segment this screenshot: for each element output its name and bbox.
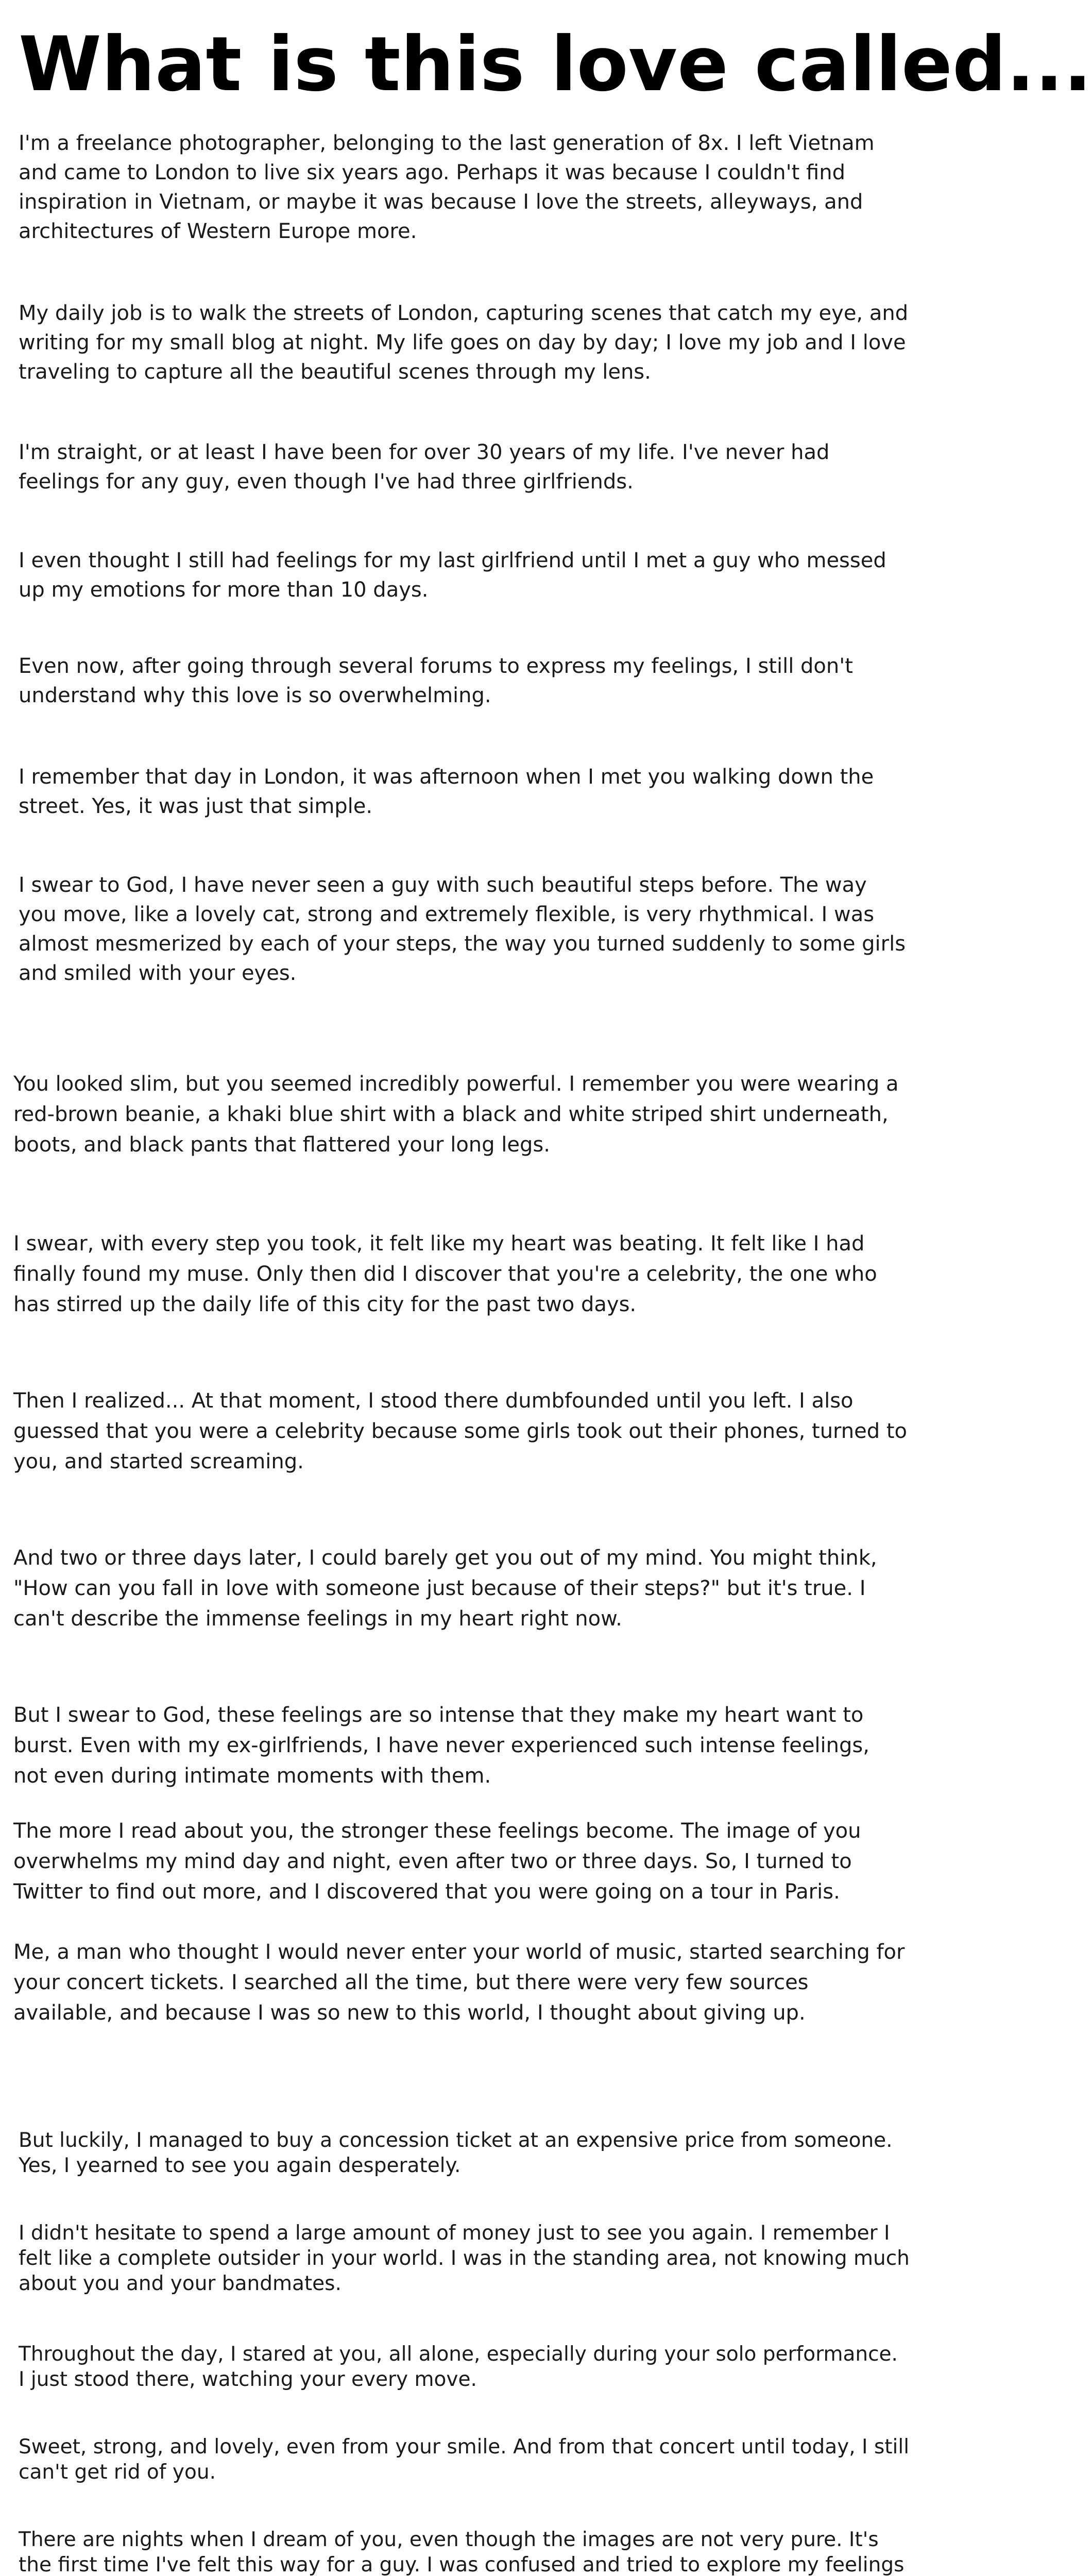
paragraph: I even thought I still had feelings for my last girlfriend until I met a guy who messed up my emotions for more than 10 days. (19, 549, 886, 602)
paragraph: And two or three days later, I could barely get you out of my mind. You might think, "How can you fall in love with someone just because of their steps?" but it's true. I can't describe the immense feelings in my heart right now. (13, 1546, 877, 1631)
paragraph: There are nights when I dream of you, even though the images are not very pure. It's the first time I've felt this way for a guy. I was confused and tried to explore my feelings (19, 2528, 905, 2576)
paragraph: You looked slim, but you seemed incredibly powerful. I remember you were wearing a red-brown beanie, a khaki blue shirt with a black and white striped shirt underneath, boots, and black pants that flattered your long legs. (13, 1072, 899, 1157)
paragraph: Sweet, strong, and lovely, even from your smile. And from that concert until today, I still can't get rid of you. (19, 2435, 910, 2484)
paragraph: Throughout the day, I stared at you, all alone, especially during your solo performance. I just stood there, watching your every move. (19, 2343, 898, 2391)
paragraph: Even now, after going through several forums to express my feelings, I still don't understand why this love is so overwhelming. (19, 654, 853, 707)
paragraph: I remember that day in London, it was afternoon when I met you walking down the street. Yes, it was just that simple. (19, 765, 874, 818)
paragraph: My daily job is to walk the streets of London, capturing scenes that catch my eye, and writing for my small blog at night. My life goes on day by day; I love my job and I love traveling to capture all the beautiful scenes through my lens. (19, 301, 909, 384)
paragraph: But I swear to God, these feelings are so intense that they make my heart want to burst. Even with my ex-girlfriends, I have never experienced such intense feelings, not even during intimate moments with them. (13, 1703, 869, 1788)
paragraph: I swear to God, I have never seen a guy with such beautiful steps before. The way you move, like a lovely cat, strong and extremely flexible, is very rhythmical. I was almost mesmerized by each of your steps, the way you turned suddenly to some girls and smiled with your eyes. (19, 873, 906, 985)
paragraph: I didn't hesitate to spend a large amount of money just to see you again. I remember I felt like a complete outsider in your world. I was in the standing area, not knowing much about you and your bandmates. (19, 2222, 910, 2295)
paragraph: I'm straight, or at least I have been for over 30 years of my life. I've never had feelings for any guy, even though I've had three girlfriends. (19, 440, 830, 494)
article-title: What is this love called... (19, 21, 1092, 108)
paragraph: Then I realized... At that moment, I stood there dumbfounded until you left. I also guessed that you were a celebrity because some girls took out their phones, turned to you, and started screaming. (13, 1389, 908, 1473)
paragraph: Me, a man who thought I would never enter your world of music, started searching for your concert tickets. I searched all the time, but there were very few sources available, and because I was so new to this world, I thought about giving up. (13, 1940, 905, 2025)
paragraph: But luckily, I managed to buy a concession ticket at an expensive price from someone. Yes, I yearned to see you again desperately. (19, 2129, 893, 2177)
paragraph: I'm a freelance photographer, belonging to the last generation of 8x. I left Vietnam and came to London to live six years ago. Perhaps it was because I couldn't find inspiration in Vietnam, or maybe it was because I love the streets, alleyways, and architectures of Western Europe more. (19, 131, 875, 243)
paragraph: I swear, with every step you took, it felt like my heart was beating. It felt like I had finally found my muse. Only then did I discover that you're a celebrity, the one who has stirred up the daily life of this city for the past two days. (13, 1232, 877, 1316)
paragraph: The more I read about you, the stronger these feelings become. The image of you overwhelms my mind day and night, even after two or three days. So, I turned to Twitter to find out more, and I discovered that you were going on a tour in Paris. (13, 1819, 861, 1904)
